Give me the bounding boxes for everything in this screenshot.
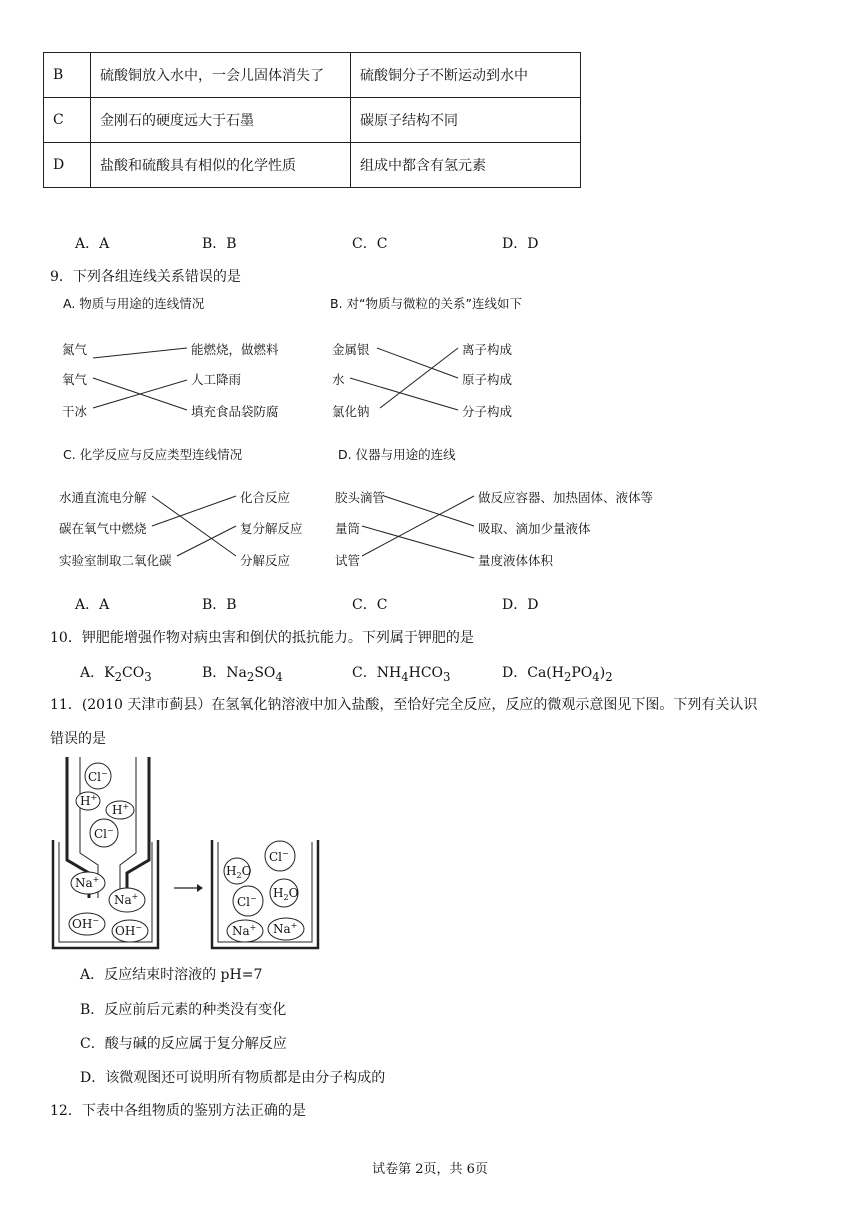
- svg-text:Na+: Na+: [114, 892, 139, 907]
- q10-option-c[interactable]: C．$NH_4HCO_3$: [352, 665, 451, 684]
- svg-text:OH−: OH−: [72, 916, 100, 931]
- cell-explanation: 硫酸铜分子不断运动到水中: [351, 53, 581, 98]
- q9-d-left-3: 试管: [335, 553, 361, 568]
- q11-option-b[interactable]: B．反应前后元素的种类没有变化: [80, 1002, 287, 1018]
- svg-text:H2O: $H_2O$: [226, 864, 252, 880]
- q9-d-right-2: 吸取、滴加少量液体: [478, 521, 591, 536]
- q9-a-left-2: 氧气: [62, 372, 88, 387]
- svg-text:H2O: $H_2O$: [273, 886, 299, 902]
- cell-option: C: [44, 98, 91, 143]
- svg-text:Cl−: Cl−: [94, 826, 114, 841]
- q10-stem: 10．钾肥能增强作物对病虫害和倒伏的抵抗能力。下列属于钾肥的是: [50, 630, 474, 646]
- svg-text:Cl−: Cl−: [88, 769, 108, 784]
- q9-option-d[interactable]: D．D: [502, 597, 539, 613]
- q11-option-a[interactable]: A．反应结束时溶液的 pH=7: [80, 967, 263, 983]
- cell-phenomenon: 硫酸铜放入水中，一会儿固体消失了: [91, 53, 351, 98]
- page-footer: 试卷第 2页，共 6页: [372, 1162, 488, 1177]
- q9-c-left-2: 碳在氧气中燃烧: [59, 521, 147, 536]
- cell-option: B: [44, 53, 91, 98]
- svg-text:H+: H+: [112, 802, 130, 817]
- q9-a-right-2: 人工降雨: [191, 372, 242, 387]
- q9-a-left-1: 氮气: [62, 342, 88, 357]
- q9-b-right-1: 离子构成: [462, 342, 513, 357]
- q9-b-right-3: 分子构成: [462, 404, 513, 419]
- q9-b-left-3: 氯化钠: [332, 404, 370, 419]
- q9-d-right-1: 做反应容器、加热固体、液体等: [478, 490, 654, 505]
- dropper-right-wall: [127, 757, 149, 898]
- svg-text:H+: H+: [80, 793, 98, 808]
- q10-option-b[interactable]: B．$Na_2SO_4$: [202, 665, 283, 684]
- q9-d-left-1: 胶头滴管: [335, 490, 386, 505]
- cell-explanation: 组成中都含有氢元素: [351, 143, 581, 188]
- q11-option-d[interactable]: D．该微观图还可说明所有物质都是由分子构成的: [80, 1070, 386, 1086]
- q11-stem-line2: 错误的是: [50, 731, 106, 747]
- q8-option-c[interactable]: C．C: [352, 236, 388, 252]
- cell-phenomenon: 金刚石的硬度远大于石墨: [91, 98, 351, 143]
- q9-c-right-3: 分解反应: [240, 553, 291, 568]
- q8-option-b[interactable]: B．B: [202, 236, 237, 252]
- q9-d-left-2: 量筒: [335, 521, 361, 536]
- q8-option-a[interactable]: A．A: [75, 236, 110, 252]
- svg-text:Cl−: Cl−: [237, 894, 257, 909]
- svg-text:OH−: OH−: [115, 923, 143, 938]
- cell-explanation: 碳原子结构不同: [351, 98, 581, 143]
- q9-d-right-3: 量度液体体积: [478, 553, 554, 568]
- q9-c-left-1: 水通直流电分解: [59, 490, 147, 505]
- q9-a-left-3: 干冰: [62, 404, 88, 419]
- svg-text:Na+: Na+: [273, 921, 298, 936]
- q9-b-right-2: 原子构成: [462, 372, 513, 387]
- q10-option-d[interactable]: D．$Ca(H_2PO_4)_2$: [502, 665, 613, 684]
- q9-a-right-3: 填充食品袋防腐: [191, 404, 279, 419]
- q9-a-title: A. 物质与用途的连线情况: [63, 296, 205, 311]
- q9-d-title: D. 仪器与用途的连线: [338, 447, 456, 462]
- q9-c-left-3: 实验室制取二氧化碳: [59, 553, 172, 568]
- svg-text:Na+: Na+: [75, 875, 100, 890]
- cell-option: D: [44, 143, 91, 188]
- q9-option-b[interactable]: B．B: [202, 597, 237, 613]
- cell-phenomenon: 盐酸和硫酸具有相似的化学性质: [91, 143, 351, 188]
- svg-text:Na+: Na+: [232, 923, 257, 938]
- q9-c-title: C. 化学反应与反应类型连线情况: [63, 447, 243, 462]
- q9-b-left-2: 水: [332, 372, 345, 387]
- arrow-head: [197, 884, 203, 892]
- q9-stem: 9．下列各组连线关系错误的是: [50, 269, 241, 285]
- q9-b-left-1: 金属银: [332, 342, 370, 357]
- q9-b-title: B. 对“物质与微粒的关系”连线如下: [330, 296, 522, 311]
- q9-c-right-2: 复分解反应: [240, 521, 303, 536]
- q9-a-right-1: 能燃烧，做燃料: [191, 342, 279, 357]
- q9-option-a[interactable]: A．A: [75, 597, 110, 613]
- q12-stem: 12．下表中各组物质的鉴别方法正确的是: [50, 1103, 306, 1119]
- svg-text:Cl−: Cl−: [269, 849, 289, 864]
- q9-c-right-1: 化合反应: [240, 490, 291, 505]
- q11-option-c[interactable]: C．酸与碱的反应属于复分解反应: [80, 1036, 287, 1052]
- q8-option-d[interactable]: D．D: [502, 236, 539, 252]
- q9-option-c[interactable]: C．C: [352, 597, 388, 613]
- q11-stem-line1: 11．(2010 天津市蓟县）在氢氧化钠溶液中加入盐酸，至恰好完全反应，反应的微观示意图见下图。下列有关认识: [50, 697, 758, 713]
- q10-option-a[interactable]: A．$K_2CO_3$: [80, 665, 152, 684]
